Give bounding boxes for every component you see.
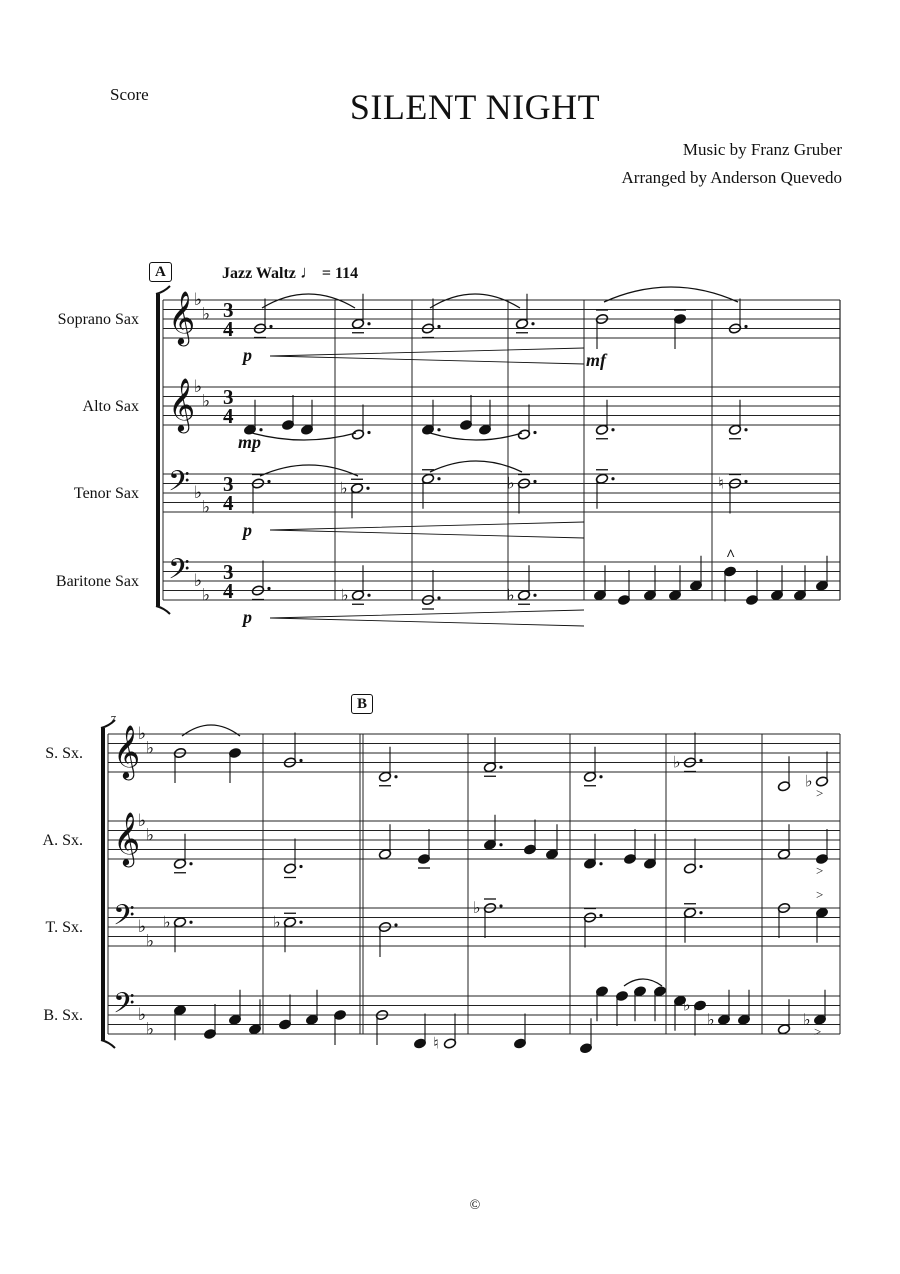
crescendo-hairpin [270, 522, 584, 538]
augmentation-dot [599, 914, 602, 917]
instrument-label-t-sx: T. Sx. [45, 919, 83, 936]
augmentation-dot [267, 587, 270, 590]
treble-clef-icon: 𝄞 [113, 813, 141, 864]
augmentation-dot [267, 480, 270, 483]
key-signature-flat-icon: ♭ [194, 377, 203, 396]
flat-icon: ♭ [507, 475, 515, 493]
augmentation-dot [299, 865, 302, 868]
augmentation-dot [367, 431, 370, 434]
flat-icon: ♭ [803, 1011, 811, 1029]
time-signature-bottom: 4 [223, 491, 234, 515]
flat-icon: ♭ [673, 754, 681, 772]
treble-clef-icon: 𝄞 [168, 379, 196, 430]
key-signature-flat-icon: ♭ [138, 724, 147, 743]
augmentation-dot [367, 322, 370, 325]
instrument-label-soprano: Soprano Sax [57, 311, 139, 328]
key-signature-flat-icon: ♭ [138, 1005, 147, 1024]
composer-credit: Music by Franz Gruber [682, 140, 842, 159]
accent-icon: > [814, 1023, 822, 1039]
crescendo-hairpin [270, 348, 584, 364]
copyright-symbol: © [469, 1198, 481, 1213]
instrument-label-a-sx: A. Sx. [42, 832, 83, 849]
augmentation-dot [269, 325, 272, 328]
natural-icon: ♮ [718, 475, 724, 493]
instrument-label-b-sx: B. Sx. [43, 1007, 83, 1024]
flat-icon: ♭ [507, 587, 515, 605]
tempo-text: Jazz Waltz [222, 265, 296, 282]
bass-clef-icon: 𝄢 [113, 989, 135, 1026]
flat-icon: ♭ [707, 1011, 715, 1029]
augmentation-dot [744, 480, 747, 483]
system-bracket-2-hook-bottom [101, 1040, 115, 1048]
arranger-credit: Arranged by Anderson Quevedo [621, 168, 842, 187]
augmentation-dot [699, 865, 702, 868]
key-signature-flat-icon: ♭ [202, 585, 211, 605]
augmentation-dot [611, 477, 614, 480]
flat-icon: ♭ [340, 480, 348, 498]
augmentation-dot [394, 923, 397, 926]
measure-number: 7 [110, 714, 116, 726]
key-signature-flat-icon: ♭ [202, 391, 211, 411]
phrase-slur [262, 294, 355, 308]
rehearsal-mark-b: B [351, 694, 373, 714]
instrument-label-baritone: Baritone Sax [55, 573, 139, 590]
crescendo-hairpin [270, 610, 584, 626]
score-label: Score [110, 85, 149, 104]
key-signature-flat-icon: ♭ [202, 497, 211, 517]
augmentation-dot [744, 325, 747, 328]
augmentation-dot [533, 594, 536, 597]
augmentation-dot [531, 322, 534, 325]
flat-icon: ♭ [805, 773, 813, 791]
accent-icon: > [816, 886, 824, 902]
dynamic-p: p [243, 607, 252, 627]
bass-clef-icon: 𝄢 [168, 467, 190, 504]
augmentation-dot [189, 862, 192, 865]
augmentation-dot [299, 921, 302, 924]
quarter-note-icon: ♩ [299, 262, 318, 282]
key-signature-flat-icon: ♭ [138, 811, 147, 830]
dynamic-mf: mf [586, 350, 606, 370]
augmentation-dot [744, 428, 747, 431]
time-signature-top: 3 [223, 298, 234, 322]
flat-icon: ♭ [273, 914, 281, 932]
augmentation-dot [533, 480, 536, 483]
key-signature-flat-icon: ♭ [194, 483, 203, 502]
key-signature-flat-icon: ♭ [194, 290, 203, 309]
time-signature-top: 3 [223, 472, 234, 496]
augmentation-dot [437, 325, 440, 328]
tempo-value: = 114 [321, 265, 359, 282]
time-signature-top: 3 [223, 385, 234, 409]
dynamic-mp: mp [238, 432, 262, 452]
key-signature-flat-icon: ♭ [194, 571, 203, 590]
augmentation-dot [366, 487, 369, 490]
phrase-slur [430, 294, 520, 308]
augmentation-dot [259, 428, 262, 431]
page-title: SILENT NIGHT [349, 87, 601, 127]
natural-icon: ♮ [433, 1035, 439, 1053]
augmentation-dot [437, 596, 440, 599]
augmentation-dot [611, 428, 614, 431]
augmentation-dot [299, 759, 302, 762]
augmentation-dot [189, 921, 192, 924]
key-signature-flat-icon: ♭ [146, 1019, 155, 1039]
key-signature-flat-icon: ♭ [202, 304, 211, 324]
accent-icon: > [816, 863, 824, 878]
augmentation-dot [437, 428, 440, 431]
key-signature-flat-icon: ♭ [146, 931, 155, 951]
augmentation-dot [499, 766, 502, 769]
instrument-label-s-sx: S. Sx. [45, 745, 83, 762]
bass-clef-icon: 𝄢 [113, 901, 135, 938]
augmentation-dot [437, 477, 440, 480]
augmentation-dot [499, 904, 502, 907]
key-signature-flat-icon: ♭ [146, 738, 155, 758]
time-signature-bottom: 4 [223, 317, 234, 341]
augmentation-dot [599, 775, 602, 778]
time-signature-top: 3 [223, 560, 234, 584]
accent-icon: > [816, 785, 824, 801]
dynamic-p: p [243, 520, 252, 540]
augmentation-dot [533, 431, 536, 434]
time-signature-bottom: 4 [223, 579, 234, 603]
key-signature-flat-icon: ♭ [138, 917, 147, 936]
flat-icon: ♭ [341, 587, 349, 605]
augmentation-dot [367, 594, 370, 597]
system-bracket-1-hook-bottom [156, 606, 170, 614]
instrument-label-tenor: Tenor Sax [73, 485, 139, 502]
marcato-icon: ^ [726, 547, 736, 564]
flat-icon: ♭ [473, 900, 481, 917]
augmentation-dot [599, 862, 602, 865]
treble-clef-icon: 𝄞 [168, 292, 196, 343]
flat-icon: ♭ [683, 997, 691, 1015]
augmentation-dot [699, 759, 702, 762]
augmentation-dot [499, 843, 502, 846]
key-signature-flat-icon: ♭ [146, 825, 155, 845]
augmentation-dot [699, 911, 702, 914]
augmentation-dot [394, 775, 397, 778]
flat-icon: ♭ [163, 914, 171, 932]
bass-clef-icon: 𝄢 [168, 555, 190, 592]
tie [624, 979, 662, 986]
dynamic-p: p [243, 345, 252, 365]
instrument-label-alto: Alto Sax [82, 398, 139, 415]
rehearsal-mark-a: A [149, 262, 172, 282]
time-signature-bottom: 4 [223, 404, 234, 428]
treble-clef-icon: 𝄞 [113, 726, 141, 777]
